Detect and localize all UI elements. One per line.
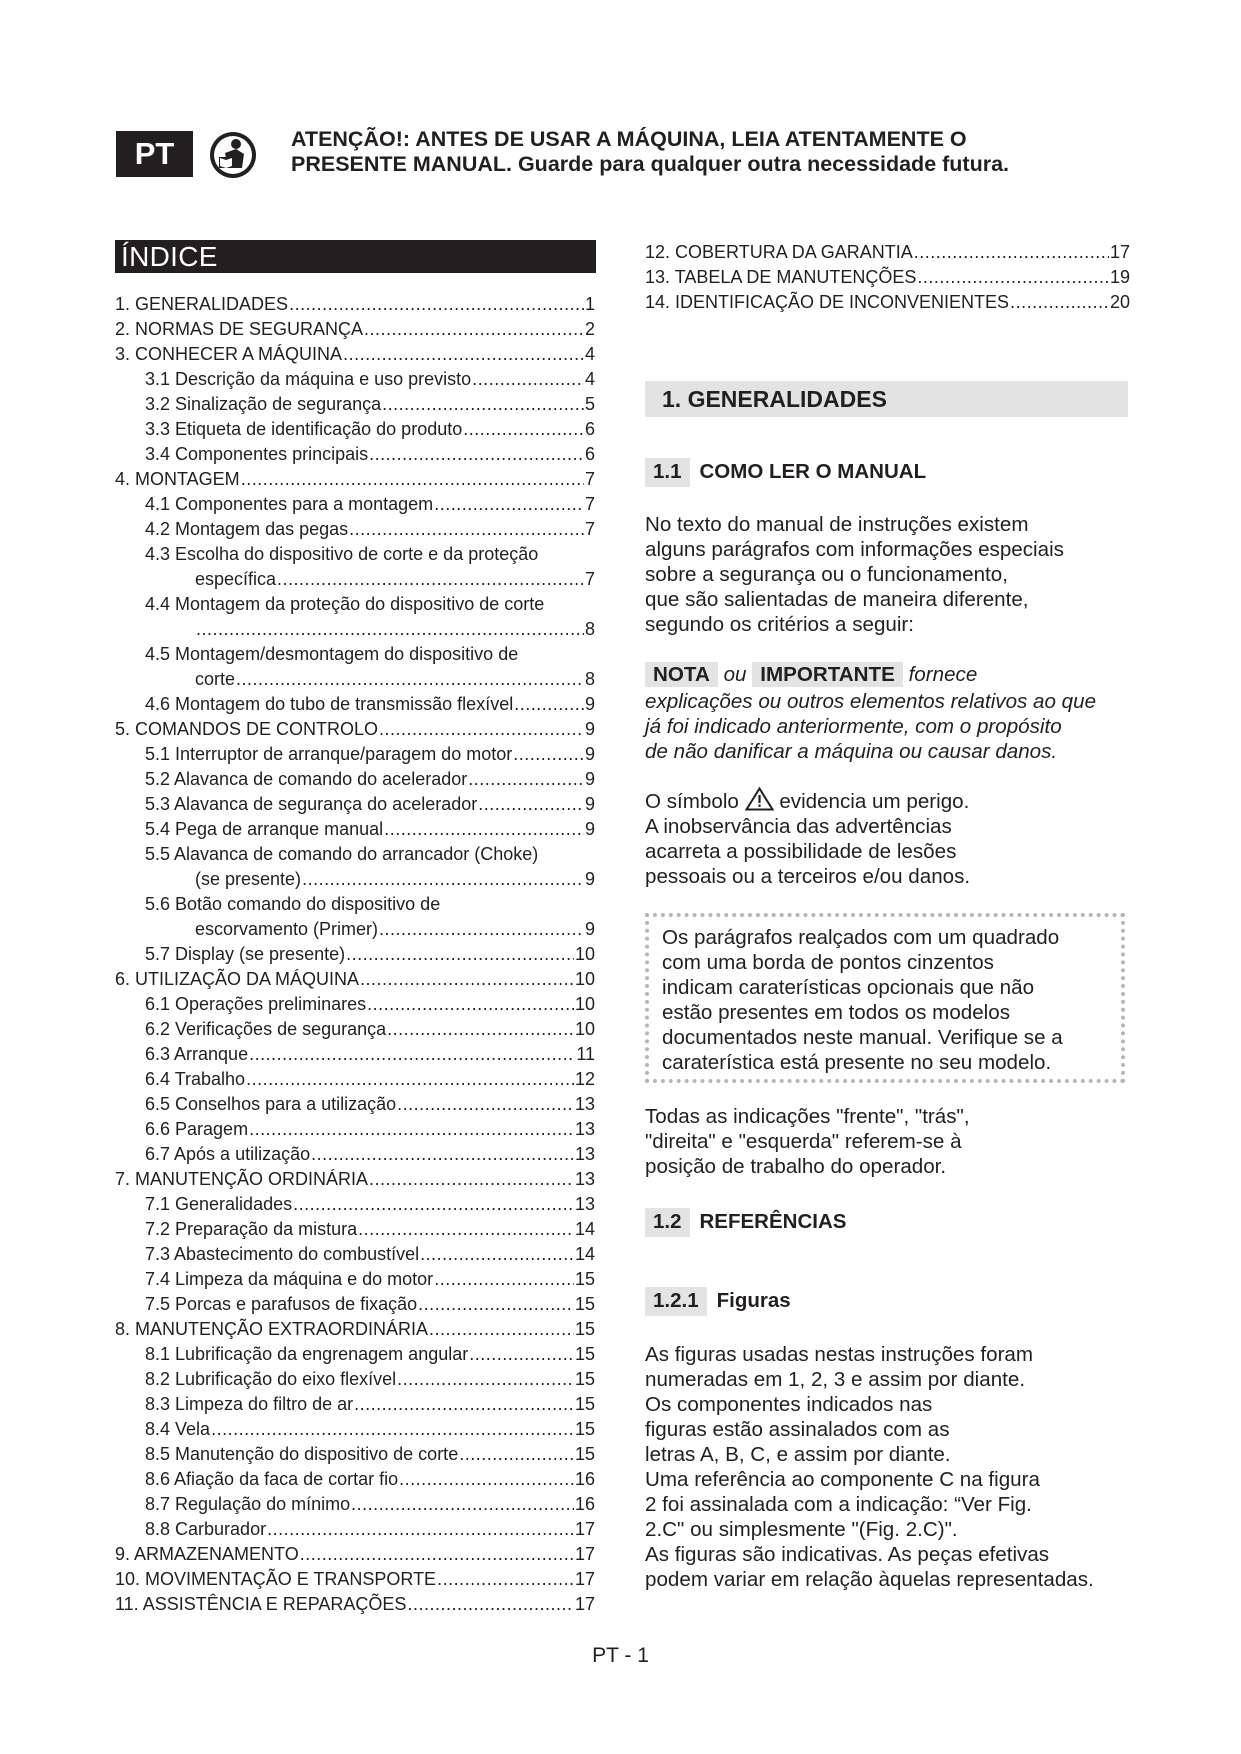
- toc-dot-leader: [249, 1044, 575, 1064]
- toc-dot-leader: [246, 1069, 574, 1089]
- toc-entry-page: 16: [574, 1469, 595, 1489]
- toc-entry: [115, 1439, 595, 1464]
- toc-entry-page: 13: [574, 1094, 595, 1114]
- toc-entry-label: 4.3 Escolha do dispositivo de corte e da proteção: [145, 544, 539, 564]
- toc-entry-page: 9: [584, 819, 595, 839]
- toc-entry: [115, 1489, 595, 1514]
- toc-entry-page: 17: [574, 1544, 595, 1564]
- toc-dot-leader: [407, 1594, 574, 1614]
- toc-entry: [115, 514, 595, 539]
- toc-entry-label: 4. MONTAGEM: [115, 469, 240, 489]
- toc-entry-label: 8.6 Afiação da faca de cortar fio: [145, 1469, 399, 1489]
- toc-entry-page: 17: [574, 1519, 595, 1539]
- toc-entry-page: 9: [584, 744, 595, 764]
- toc-entry-label: 14. IDENTIFICAÇÃO DE INCONVENIENTES: [645, 292, 1010, 312]
- toc-entry-page: 17: [574, 1594, 595, 1614]
- text-line: Uma referência ao componente C na figura: [645, 1468, 1040, 1491]
- subsection-number: 1.2: [645, 1208, 690, 1237]
- warning-triangle-icon: [745, 787, 774, 811]
- toc-dot-leader: [277, 569, 584, 589]
- toc-dot-leader: [293, 1194, 574, 1214]
- toc-entry: [115, 789, 595, 814]
- toc-entry-label: 1. GENERALIDADES: [115, 294, 289, 314]
- text-line: explicações ou outros elementos relativos ao que: [645, 690, 1097, 713]
- toc-entry-page: 14: [574, 1219, 595, 1239]
- toc-dot-leader: [1010, 292, 1109, 312]
- text-line: já foi indicado anteriormente, com o propósito: [645, 715, 1062, 738]
- toc-dot-leader: [399, 1469, 574, 1489]
- toc-entry: [115, 1339, 595, 1364]
- text-line: numeradas em 1, 2, 3 e assim por diante.: [645, 1368, 1026, 1391]
- toc-entry-page: 13: [574, 1144, 595, 1164]
- toc-entry: [645, 287, 1130, 312]
- figures-paragraph: [645, 1342, 1140, 1592]
- toc-dot-leader: [917, 267, 1109, 287]
- toc-dot-leader: [358, 1219, 574, 1239]
- toc-entry-label: escorvamento (Primer): [195, 919, 379, 939]
- subsection-title: Figuras: [716, 1289, 791, 1312]
- text-line: figuras estão assinalados com as: [645, 1418, 950, 1441]
- toc-entry-page: 15: [574, 1394, 595, 1414]
- toc-entry-label: 4.1 Componentes para a montagem: [145, 494, 434, 514]
- or-word: ou: [723, 663, 747, 686]
- reading-warning: [291, 127, 1191, 177]
- toc-entry-page: 1: [584, 294, 595, 314]
- toc-entry-label: 5.7 Display (se presente): [145, 944, 346, 964]
- toc-entry-label: 6.1 Operações preliminares: [145, 994, 367, 1014]
- toc-entry-page: 10: [574, 969, 595, 989]
- provides-word: fornece: [908, 663, 978, 686]
- toc-entry: [115, 389, 595, 414]
- toc-entry: [115, 639, 595, 664]
- toc-entry: [115, 289, 595, 314]
- toc-dot-leader: [349, 519, 584, 539]
- toc-entry-page: 8: [584, 669, 595, 689]
- subsection-number: 1.2.1: [645, 1287, 707, 1316]
- toc-entry: [115, 1189, 595, 1214]
- toc-entry-label: 7.3 Abastecimento do combustível: [145, 1244, 420, 1264]
- toc-dot-leader: [437, 1569, 574, 1589]
- toc-entry-page: 14: [574, 1244, 595, 1264]
- toc-dot-leader: [468, 769, 584, 789]
- toc-entry-page: 11: [576, 1044, 595, 1064]
- toc-dot-leader: [354, 1394, 574, 1414]
- toc-dot-leader: [369, 1169, 574, 1189]
- toc-dot-leader: [369, 444, 584, 464]
- toc-dot-leader: [434, 494, 584, 514]
- toc-entry-label: 3.1 Descrição da máquina e uso previsto: [145, 369, 472, 389]
- text-line: acarreta a possibilidade de lesões: [645, 840, 957, 863]
- toc-dot-leader: [434, 1269, 574, 1289]
- text-line: caraterística está presente no seu modelo.: [662, 1051, 1052, 1074]
- toc-dot-leader: [196, 619, 584, 639]
- toc-entry: [115, 1164, 595, 1189]
- toc-entry-page: 6: [584, 444, 595, 464]
- toc-dot-leader: [382, 394, 584, 414]
- toc-entry-label: 5.4 Pega de arranque manual: [145, 819, 384, 839]
- toc-entry: [115, 1014, 595, 1039]
- toc-entry: [115, 939, 595, 964]
- warning-line-1: ATENÇÃO!: ANTES DE USAR A MÁQUINA, LEIA ATENTAMENTE O: [291, 127, 967, 151]
- text-line: posição de trabalho do operador.: [645, 1155, 947, 1178]
- toc-entry-page: 9: [584, 869, 595, 889]
- toc-entry: [115, 339, 595, 364]
- toc-entry: [115, 364, 595, 389]
- toc-dot-leader: [478, 794, 584, 814]
- toc-entry-label: 5.1 Interruptor de arranque/paragem do motor: [145, 744, 513, 764]
- toc-entry-label: 3.2 Sinalização de segurança: [145, 394, 382, 414]
- toc-dot-leader: [351, 1494, 574, 1514]
- toc-dot-leader: [914, 242, 1109, 262]
- text-line: que são salientadas de maneira diferente,: [645, 588, 1029, 611]
- toc-entry-page: 4: [584, 344, 595, 364]
- text-line: indicam caraterísticas opcionais que não: [662, 976, 1035, 999]
- text-line: documentados neste manual. Verifique se a: [662, 1026, 1063, 1049]
- language-badge: PT: [116, 131, 193, 177]
- toc-dot-leader: [472, 369, 584, 389]
- nota-tag: NOTA: [645, 662, 718, 687]
- toc-entry-label: 7.5 Porcas e parafusos de fixação: [145, 1294, 418, 1314]
- toc-entry: [115, 814, 595, 839]
- toc-entry: [115, 539, 595, 564]
- toc-entry: [115, 864, 595, 889]
- section-heading-generalidades: [645, 381, 1128, 417]
- optional-features-box: [645, 913, 1125, 1083]
- toc-entry-label: 4.2 Montagem das pegas: [145, 519, 349, 539]
- toc-entry: [115, 764, 595, 789]
- toc-entry-page: 15: [574, 1269, 595, 1289]
- toc-entry-label: 12. COBERTURA DA GARANTIA: [645, 242, 913, 262]
- toc-entry-page: 9: [584, 919, 595, 939]
- toc-entry-label: 6.7 Após a utilização: [145, 1144, 311, 1164]
- text-line: letras A, B, C, e assim por diante.: [645, 1443, 951, 1466]
- toc-entry-label: 7.1 Generalidades: [145, 1194, 293, 1214]
- toc-dot-leader: [379, 919, 584, 939]
- text-line: A inobservância das advertências: [645, 815, 952, 838]
- text-line: segundo os critérios a seguir:: [645, 613, 915, 636]
- symbol-post-text: evidencia um perigo.: [779, 790, 970, 813]
- toc-dot-leader: [463, 419, 584, 439]
- toc-entry-page: 9: [584, 769, 595, 789]
- toc-entry: [115, 489, 595, 514]
- toc-dot-leader: [241, 469, 584, 489]
- toc-entry-label: 8.5 Manutenção do dispositivo de corte: [145, 1444, 459, 1464]
- toc-dot-leader: [267, 1519, 574, 1539]
- toc-entry-page: 7: [584, 569, 595, 589]
- toc-entry-page: 10: [574, 944, 595, 964]
- toc-entry-label: 4.5 Montagem/desmontagem do dispositivo de: [145, 644, 519, 664]
- toc-entry-label: 6.2 Verificações de segurança: [145, 1019, 387, 1039]
- page-number: PT - 1: [592, 1644, 649, 1667]
- toc-dot-leader: [367, 994, 574, 1014]
- toc-entry-page: 20: [1109, 292, 1130, 312]
- toc-entry: [115, 889, 595, 914]
- text-line: Os componentes indicados nas: [645, 1393, 933, 1416]
- toc-entry-page: 17: [1109, 242, 1130, 262]
- toc-entry: [115, 1314, 595, 1339]
- table-of-contents-left: [115, 289, 595, 1614]
- toc-entry: [115, 1414, 595, 1439]
- toc-entry-label: 5. COMANDOS DE CONTROLO: [115, 719, 379, 739]
- text-line: 2 foi assinalada com a indicação: “Ver Fig.: [645, 1493, 1032, 1516]
- toc-dot-leader: [360, 969, 574, 989]
- toc-entry: [115, 1389, 595, 1414]
- toc-dot-leader: [418, 1294, 574, 1314]
- toc-entry-label: 2. NORMAS DE SEGURANÇA: [115, 319, 364, 339]
- toc-entry-label: 11. ASSISTÊNCIA E REPARAÇÕES: [115, 1594, 407, 1614]
- warning-line-2: PRESENTE MANUAL. Guarde para qualquer outra necessidade futura.: [291, 152, 1010, 176]
- toc-entry-page: 13: [574, 1119, 595, 1139]
- toc-entry-page: 5: [584, 394, 595, 414]
- toc-entry: [115, 1364, 595, 1389]
- text-line: com uma borda de pontos cinzentos: [662, 951, 994, 974]
- toc-entry-page: 9: [584, 694, 595, 714]
- toc-entry-label: 8.3 Limpeza do filtro de ar: [145, 1394, 354, 1414]
- toc-entry-page: 7: [584, 469, 595, 489]
- toc-dot-leader: [300, 1544, 574, 1564]
- toc-entry: [115, 1289, 595, 1314]
- section-title: 1. GENERALIDADES: [662, 386, 887, 412]
- toc-entry: [115, 989, 595, 1014]
- toc-entry: [115, 1589, 595, 1614]
- toc-entry-page: 13: [574, 1169, 595, 1189]
- toc-entry-label: 8.4 Vela: [145, 1419, 211, 1439]
- text-line: sobre a segurança ou o funcionamento,: [645, 563, 1008, 586]
- toc-entry-page: 2: [584, 319, 595, 339]
- toc-entry-label: 4.4 Montagem da proteção do dispositivo de corte: [145, 594, 545, 614]
- toc-entry-page: 4: [584, 369, 595, 389]
- toc-entry: [115, 964, 595, 989]
- text-line: de não danificar a máquina ou causar danos.: [645, 740, 1058, 763]
- toc-dot-leader: [343, 344, 584, 364]
- toc-entry-label: 6.6 Paragem: [145, 1119, 249, 1139]
- toc-entry-label: corte: [195, 669, 236, 689]
- toc-dot-leader: [420, 1244, 574, 1264]
- note-paragraph: [645, 662, 1140, 764]
- toc-entry-label: 6.3 Arranque: [145, 1044, 249, 1064]
- toc-dot-leader: [384, 819, 584, 839]
- toc-entry-page: 15: [574, 1419, 595, 1439]
- toc-entry-page: 16: [574, 1494, 595, 1514]
- toc-entry-label: 7.4 Limpeza da máquina e do motor: [145, 1269, 434, 1289]
- toc-entry: [115, 839, 595, 864]
- toc-entry-label: 6.4 Trabalho: [145, 1069, 246, 1089]
- toc-entry-page: 10: [574, 1019, 595, 1039]
- toc-entry-label: 8.2 Lubrificação do eixo flexível: [145, 1369, 397, 1389]
- toc-entry: [115, 314, 595, 339]
- toc-entry-page: 10: [574, 994, 595, 1014]
- toc-entry-label: específica: [195, 569, 277, 589]
- toc-entry-label: 3. CONHECER A MÁQUINA: [115, 344, 343, 364]
- toc-entry-page: 7: [584, 494, 595, 514]
- toc-entry: [115, 1064, 595, 1089]
- text-line: Todas as indicações "frente", "trás",: [645, 1105, 970, 1128]
- toc-entry: [115, 914, 595, 939]
- subsection-heading-references: [645, 1208, 846, 1237]
- toc-dot-leader: [514, 694, 584, 714]
- subsection-title: COMO LER O MANUAL: [699, 460, 927, 483]
- toc-entry: [115, 1464, 595, 1489]
- toc-entry: [115, 714, 595, 739]
- toc-entry-label: 10. MOVIMENTAÇÃO E TRANSPORTE: [115, 1569, 437, 1589]
- text-line: "direita" e "esquerda" referem-se à: [645, 1130, 962, 1153]
- toc-entry-label: 5.6 Botão comando do dispositivo de: [145, 894, 441, 914]
- toc-entry: [115, 664, 595, 689]
- toc-entry-page: 15: [574, 1444, 595, 1464]
- toc-entry: [115, 1239, 595, 1264]
- toc-entry-label: 7. MANUTENÇÃO ORDINÁRIA: [115, 1169, 369, 1189]
- toc-entry-label: 8.1 Lubrificação da engrenagem angular: [145, 1344, 469, 1364]
- text-line: 2.C" ou simplesmente "(Fig. 2.C)".: [645, 1518, 958, 1541]
- toc-entry: [115, 1139, 595, 1164]
- toc-entry-page: 13: [574, 1194, 595, 1214]
- toc-entry-label: 8.8 Carburador: [145, 1519, 267, 1539]
- toc-entry-label: 3.3 Etiqueta de identificação do produto: [145, 419, 463, 439]
- toc-dot-leader: [397, 1369, 574, 1389]
- toc-dot-leader: [459, 1444, 574, 1464]
- danger-symbol-paragraph: [645, 787, 1140, 889]
- toc-entry: [115, 1039, 595, 1064]
- toc-dot-leader: [236, 669, 584, 689]
- toc-entry-page: 15: [574, 1369, 595, 1389]
- subsection-number: 1.1: [645, 458, 690, 487]
- toc-entry: [115, 1114, 595, 1139]
- toc-dot-leader: [364, 319, 584, 339]
- toc-entry-label: 5.2 Alavanca de comando do acelerador: [145, 769, 468, 789]
- text-line: estão presentes em todos os modelos: [662, 1001, 1011, 1024]
- toc-entry-label: 5.5 Alavanca de comando do arrancador (Choke): [145, 844, 539, 864]
- toc-entry: [115, 689, 595, 714]
- text-line: alguns parágrafos com informações especiais: [645, 538, 1064, 561]
- toc-entry: [115, 414, 595, 439]
- toc-entry-page: 15: [574, 1294, 595, 1314]
- importante-tag: IMPORTANTE: [752, 662, 903, 687]
- toc-dot-leader: [289, 294, 584, 314]
- toc-entry-page: 15: [574, 1319, 595, 1339]
- read-manual-icon: [206, 130, 260, 180]
- toc-entry-page: 17: [574, 1569, 595, 1589]
- toc-dot-leader: [469, 1344, 574, 1364]
- toc-entry: [115, 564, 595, 589]
- toc-entry: [115, 1264, 595, 1289]
- toc-dot-leader: [429, 1319, 574, 1339]
- text-line: No texto do manual de instruções existem: [645, 513, 1029, 536]
- toc-entry: [115, 1214, 595, 1239]
- subsection-title: REFERÊNCIAS: [699, 1210, 847, 1233]
- toc-entry: [115, 1089, 595, 1114]
- toc-entry-label: 8. MANUTENÇÃO EXTRAORDINÁRIA: [115, 1319, 429, 1339]
- toc-entry-label: 5.3 Alavanca de segurança do acelerador: [145, 794, 478, 814]
- toc-entry-label: (se presente): [195, 869, 302, 889]
- text-line: As figuras são indicativas. As peças efetivas: [645, 1543, 1050, 1566]
- toc-entry-page: 19: [1109, 267, 1130, 287]
- table-of-contents-right: [645, 237, 1130, 312]
- toc-dot-leader: [249, 1119, 574, 1139]
- toc-entry-label: 8.7 Regulação do mínimo: [145, 1494, 351, 1514]
- toc-entry-label: 7.2 Preparação da mistura: [145, 1219, 358, 1239]
- toc-entry: [115, 739, 595, 764]
- toc-entry: [645, 237, 1130, 262]
- toc-dot-leader: [513, 744, 584, 764]
- toc-entry: [115, 1564, 595, 1589]
- toc-entry-label: 4.6 Montagem do tubo de transmissão flexível: [145, 694, 514, 714]
- toc-dot-leader: [311, 1144, 574, 1164]
- toc-entry-page: 7: [584, 519, 595, 539]
- toc-dot-leader: [379, 719, 584, 739]
- toc-entry: [115, 614, 595, 639]
- toc-entry-page: 15: [574, 1344, 595, 1364]
- toc-entry-label: 6.5 Conselhos para a utilização: [145, 1094, 397, 1114]
- toc-entry-page: 8: [584, 619, 595, 639]
- toc-dot-leader: [302, 869, 584, 889]
- toc-entry-label: 6. UTILIZAÇÃO DA MÁQUINA: [115, 969, 360, 989]
- text-line: pessoais ou a terceiros e/ou danos.: [645, 865, 971, 888]
- toc-entry-label: 13. TABELA DE MANUTENÇÕES: [645, 267, 917, 287]
- text-line: podem variar em relação àquelas representadas.: [645, 1568, 1094, 1591]
- toc-entry-page: 9: [584, 719, 595, 739]
- toc-entry: [115, 1514, 595, 1539]
- toc-dot-leader: [387, 1019, 574, 1039]
- subsection-heading-how-to-read: [645, 458, 926, 487]
- toc-entry: [115, 589, 595, 614]
- index-title: ÍNDICE: [121, 241, 218, 272]
- toc-entry-label: 3.4 Componentes principais: [145, 444, 369, 464]
- toc-entry: [645, 262, 1130, 287]
- toc-entry-page: 6: [584, 419, 595, 439]
- toc-dot-leader: [346, 944, 574, 964]
- toc-entry-label: 9. ARMAZENAMENTO: [115, 1544, 299, 1564]
- direction-paragraph: [645, 1104, 1140, 1179]
- toc-dot-leader: [397, 1094, 574, 1114]
- subsection-heading-figures: [645, 1287, 791, 1316]
- toc-entry: [115, 1539, 595, 1564]
- toc-entry: [115, 464, 595, 489]
- symbol-pre-text: O símbolo: [645, 790, 739, 813]
- toc-entry: [115, 439, 595, 464]
- toc-entry-page: 9: [584, 794, 595, 814]
- intro-paragraph: [645, 512, 1140, 637]
- toc-dot-leader: [211, 1419, 574, 1439]
- toc-entry-page: 12: [574, 1069, 595, 1089]
- text-line: As figuras usadas nestas instruções foram: [645, 1343, 1034, 1366]
- text-line: Os parágrafos realçados com um quadrado: [662, 926, 1060, 949]
- index-heading: [115, 240, 596, 273]
